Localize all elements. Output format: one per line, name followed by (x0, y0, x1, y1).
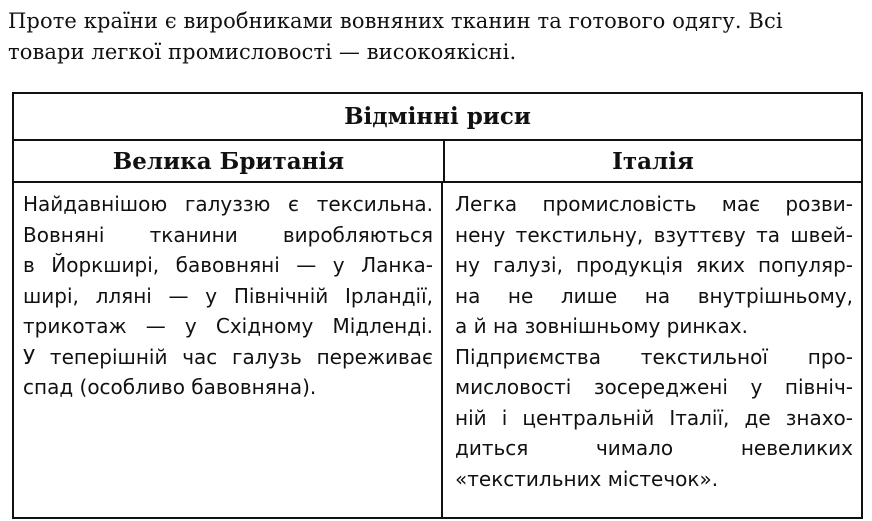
cell-italy (443, 183, 861, 517)
table-body-row (14, 183, 861, 517)
text-line: Легка промисловість має розви- (455, 192, 853, 216)
cell-great-britain (14, 183, 443, 517)
text-line: ній і центральній Італії, де знахо- (455, 405, 853, 430)
intro-paragraph (8, 6, 864, 68)
table-header-row (14, 141, 861, 183)
text-line: на не лише на внутрішньому, (455, 283, 853, 308)
text-line: Найдавнішою галуззю є тексильна. (23, 192, 433, 216)
text-line: Вовняні тканини виробляються (23, 222, 433, 247)
text-line: ширі, лляні — у Північній Ірландії, (23, 283, 433, 308)
table-title: Відмінні риси (14, 94, 861, 141)
intro-line: Проте країни є виробниками вовняних тканин та готового одягу. Всі (8, 9, 783, 33)
comparison-table (12, 92, 863, 519)
text-line: У теперішній час галузь переживає (23, 344, 433, 369)
text-line: Підприємства текстильної про- (455, 344, 853, 369)
text-line: спад (особливо бавовняна). (23, 375, 317, 399)
header-italy: Італія (612, 147, 694, 175)
text-line: «текстильних містечок». (455, 466, 719, 491)
text-line: нену текстильну, взуттєву та швей- (455, 222, 853, 247)
text-line: трикотаж — у Східному Мідленді. (23, 314, 433, 338)
text-line: в Йоркширі, бавовняні — у Ланка- (23, 253, 433, 277)
text-line: мисловості зосереджені у північ- (455, 375, 853, 399)
text-line: диться чимало невеликих (455, 436, 853, 460)
text-line: ну галузі, продукція яких популяр- (455, 253, 853, 277)
intro-line: товари легкої промисловості — високоякісні. (8, 40, 517, 64)
text-line: а й на зовнішньому ринках. (455, 314, 748, 338)
header-great-britain: Велика Британія (14, 141, 445, 181)
